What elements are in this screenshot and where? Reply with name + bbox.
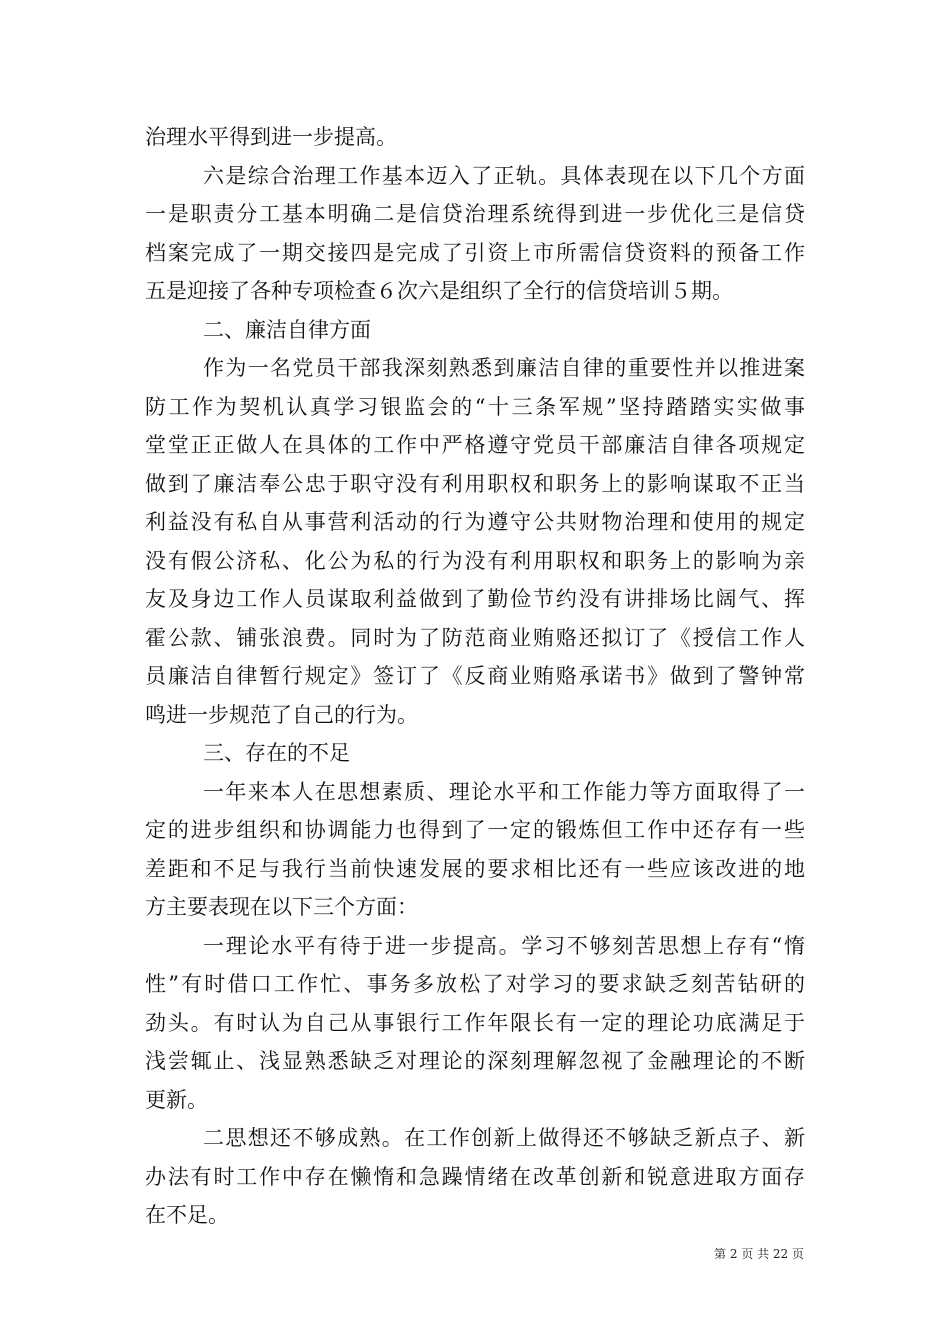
- document-body: [145, 118, 805, 1235]
- text-line: 五是迎接了各种专项检查６次六是组织了全行的信贷培训５期。: [145, 279, 733, 303]
- text-line: 浅尝辄止、浅显熟悉缺乏对理论的深刻理解忽视了金融理论的不断: [145, 1049, 805, 1073]
- text-line: 作为一名党员干部我深刻熟悉到廉洁自律的重要性并以推进案: [203, 356, 805, 380]
- text-line: 霍公款、铺张浪费。同时为了防范商业贿赂还拟订了《授信工作人: [145, 625, 805, 650]
- text-line: 三、存在的不足: [203, 741, 350, 765]
- text-line: 鸣进一步规范了自己的行为。: [145, 702, 418, 727]
- text-line: 方主要表现在以下三个方面：: [145, 895, 418, 919]
- text-line: 性”有时借口工作忙、事务多放松了对学习的要求缺乏刻苦钻研的: [145, 972, 805, 996]
- text-line: 二、廉洁自律方面: [203, 317, 371, 342]
- text-line: 劲头。有时认为自己从事银行工作年限长有一定的理论功底满足于: [145, 1010, 805, 1035]
- text-line: 治理水平得到进一步提高。: [145, 125, 397, 149]
- text-line: 在不足。: [145, 1203, 229, 1227]
- text-line: 差距和不足与我行当前快速发展的要求相比还有一些应该改进的地: [145, 856, 805, 881]
- text-line: 办法有时工作中存在懒惰和急躁情绪在改革创新和锐意进取方面存: [145, 1164, 805, 1189]
- text-line: 六是综合治理工作基本迈入了正轨。具体表现在以下几个方面: [203, 163, 805, 188]
- text-line: 友及身边工作人员谋取利益做到了勤俭节约没有讲排场比阔气、挥: [145, 587, 805, 611]
- text-line: 更新。: [145, 1087, 208, 1112]
- text-line: 防工作为契机认真学习银监会的“十三条军规”坚持踏踏实实做事: [145, 394, 805, 419]
- text-line: 档案完成了一期交接四是完成了引资上市所需信贷资料的预备工作: [145, 240, 805, 265]
- text-line: 员廉洁自律暂行规定》签订了《反商业贿赂承诺书》做到了警钟常: [145, 664, 805, 688]
- text-line: 一是职责分工基本明确二是信贷治理系统得到进一步优化三是信贷: [145, 202, 805, 226]
- text-line: 做到了廉洁奉公忠于职守没有利用职权和职务上的影响谋取不正当: [145, 471, 805, 496]
- page-number: 第 2 页 共 22 页: [714, 1247, 804, 1261]
- text-line: 二思想还不够成熟。在工作创新上做得还不够缺乏新点子、新: [203, 1126, 805, 1150]
- text-line: 堂堂正正做人在具体的工作中严格遵守党员干部廉洁自律各项规定: [145, 433, 805, 457]
- text-line: 利益没有私自从事营利活动的行为遵守公共财物治理和使用的规定: [145, 510, 805, 534]
- text-line: 一年来本人在思想素质、理论水平和工作能力等方面取得了一: [203, 779, 805, 804]
- text-line: 一理论水平有待于进一步提高。学习不够刻苦思想上存有“惰: [203, 933, 805, 958]
- text-line: 定的进步组织和协调能力也得到了一定的锻炼但工作中还存有一些: [145, 818, 805, 842]
- text-line: 没有假公济私、化公为私的行为没有利用职权和职务上的影响为亲: [145, 548, 805, 573]
